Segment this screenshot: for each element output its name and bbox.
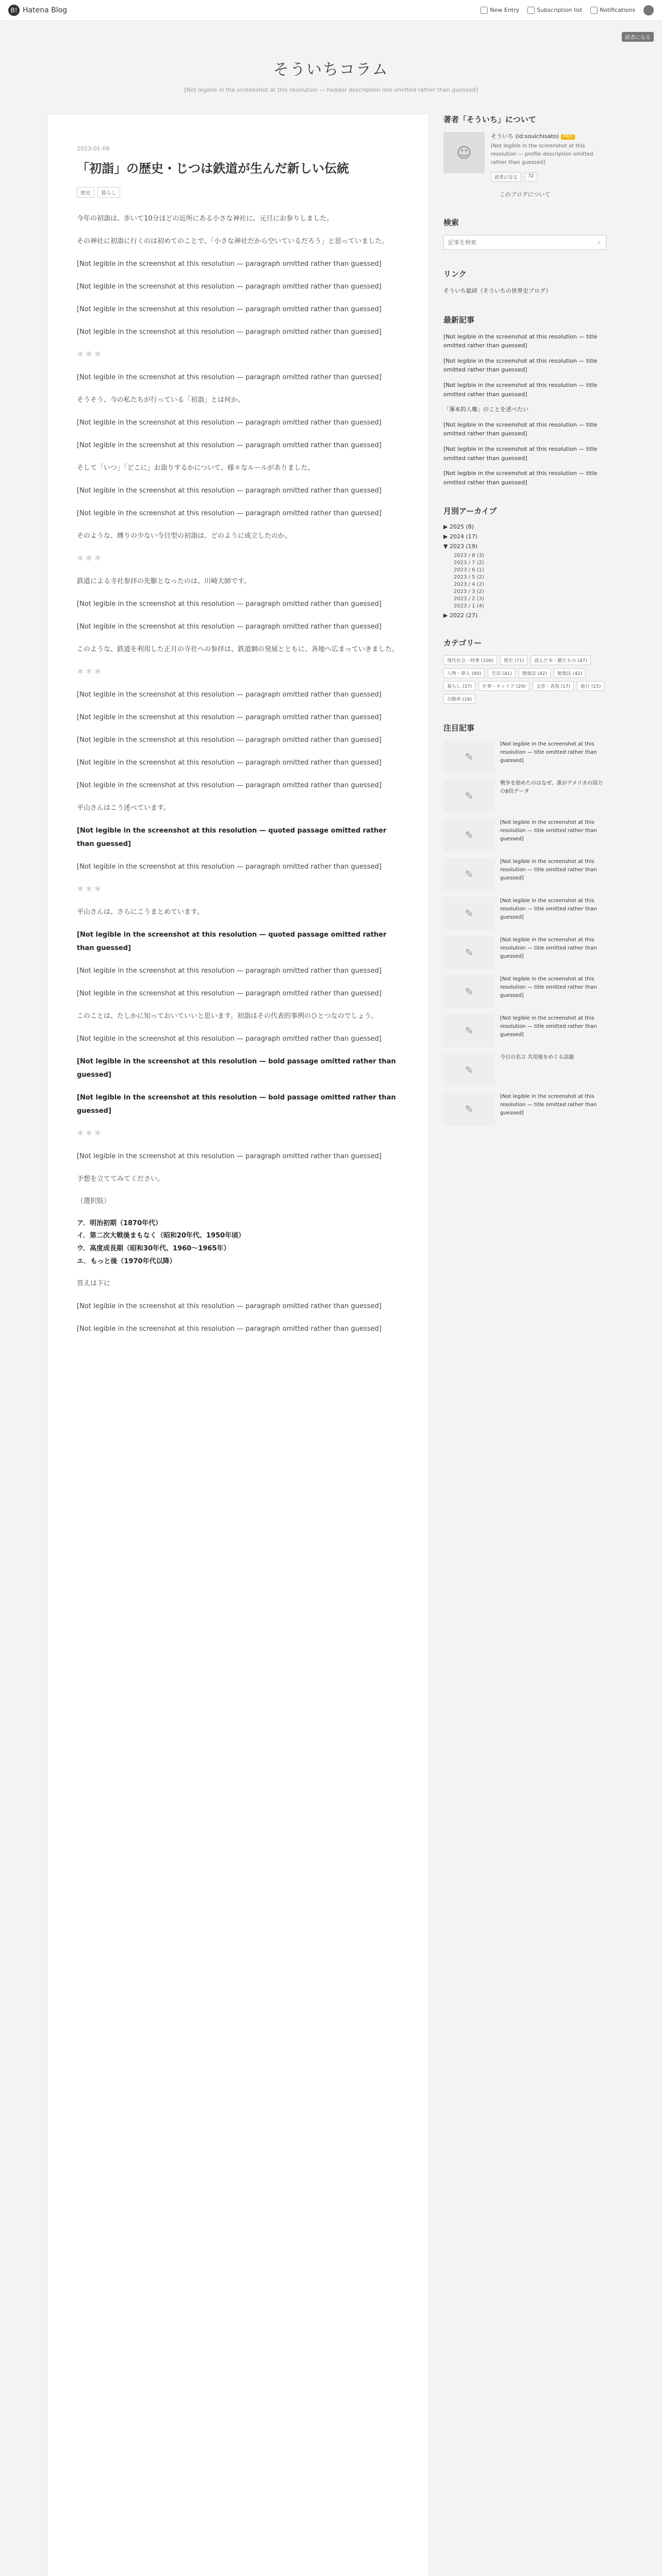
follow-button[interactable]: 読者になる (491, 172, 521, 182)
section-separator: ＊＊＊ (77, 668, 104, 676)
entry-title[interactable]: 「初詣」の歴史・じつは鉄道が生んだ新しい伝統 (77, 161, 349, 176)
about-blog-link[interactable]: このブログについて (499, 191, 551, 198)
answer-label: 答えは下に (77, 1280, 111, 1288)
choice-item: ア．明治初期（1870年代） (77, 1219, 162, 1227)
pencil-icon (481, 7, 488, 14)
entry-date[interactable]: 2023-01-06 (77, 145, 110, 152)
choice-item: イ．第二次大戦後まもなく（昭和20年代、1950年頃） (77, 1232, 245, 1240)
archive-module (443, 505, 606, 619)
section-separator: ＊＊＊ (77, 886, 104, 893)
follower-count: 72 (524, 172, 537, 182)
entry-paragraph: [Not legible in the screenshot at this resolution — paragraph omitted rather than guessed] (77, 782, 382, 789)
profile-module (443, 114, 606, 198)
entry-paragraph: [Not legible in the screenshot at this resolution — paragraph omitted rather than guessed] (77, 863, 382, 871)
entry-paragraph: [Not legible in the screenshot at this resolution — paragraph omitted rather than guessed] (77, 1153, 382, 1160)
category-tags (443, 655, 606, 704)
featured-title: [Not legible in the screenshot at this resolution — title omitted rather than guessed] (500, 1015, 597, 1038)
links-module (443, 268, 606, 296)
featured-title: [Not legible in the screenshot at this resolution — title omitted rather than guessed] (500, 1094, 597, 1116)
featured-item[interactable] (443, 740, 606, 773)
featured-item[interactable] (443, 1054, 606, 1087)
new-entry-link[interactable]: New Entry (481, 5, 519, 15)
entry-paragraph: [Not legible in the screenshot at this resolution — paragraph omitted rather than guessed] (77, 260, 382, 268)
illustration-icon: ✎ (443, 897, 495, 930)
featured-title: 戦争を始めたのはなぜ、誰がアメリカの国力の8倍データ (500, 781, 603, 795)
featured-title: [Not legible in the screenshot at this resolution — title omitted rather than guessed] (500, 859, 597, 882)
entry-paragraph: [Not legible in the screenshot at this resolution — bold passage omitted rather than guessed] (77, 1094, 396, 1115)
archive-month[interactable]: 2023 / 8 (3) (454, 553, 484, 559)
entry-paragraph: [Not legible in the screenshot at this resolution — paragraph omitted rather than guessed] (77, 1325, 382, 1333)
recent-entry-link[interactable]: [Not legible in the screenshot at this resolution — title omitted rather than guessed] (443, 470, 598, 486)
entry-paragraph: 鉄道による寺社参拝の先駆となったのは、川崎大師です。 (77, 578, 251, 585)
illustration-icon: ✎ (443, 1093, 495, 1126)
notifications-link[interactable]: Notifications (590, 5, 635, 15)
choices-list: （選択肢） (77, 1197, 111, 1205)
hatena-brand[interactable] (8, 5, 67, 16)
profile-text: [Not legible in the screenshot at this resolution — profile description omitted rather than guessed] (491, 143, 593, 165)
entry-paragraph: [Not legible in the screenshot at this resolution — paragraph omitted rather than guessed] (77, 442, 382, 449)
illustration-icon: ✎ (443, 740, 495, 773)
featured-title: [Not legible in the screenshot at this resolution — title omitted rather than guessed] (500, 937, 597, 960)
featured-item[interactable] (443, 897, 606, 930)
featured-module (443, 722, 606, 1126)
entry-paragraph: 平山さんはこう述べています。 (77, 804, 170, 812)
illustration-icon: ✎ (443, 975, 495, 1008)
entry-paragraph: [Not legible in the screenshot at this resolution — paragraph omitted rather than guessed] (77, 419, 382, 427)
search-icon[interactable]: ⌕ (592, 235, 606, 249)
content-wrapper (47, 114, 615, 2576)
category-link[interactable]: 勉強法 (42) (554, 668, 586, 678)
section-separator: ＊＊＊ (77, 351, 104, 359)
link-item[interactable]: そういち総研（そういちの世界史ブログ） (443, 287, 552, 294)
featured-item[interactable] (443, 779, 606, 812)
subscribe-button[interactable]: 読者になる (622, 32, 654, 42)
illustration-icon: ✎ (443, 858, 495, 891)
category-tag[interactable]: 暮らし (97, 187, 120, 198)
global-nav (481, 5, 654, 15)
featured-title: 今日の名言 共用地をめぐる話題 (500, 1055, 574, 1061)
blog-title[interactable]: そういちコラム (273, 61, 389, 79)
entry-paragraph: [Not legible in the screenshot at this resolution — paragraph omitted rather than guessed] (77, 306, 382, 313)
category-link[interactable]: 現代社会・時事 (100) (443, 655, 497, 665)
entry-paragraph: [Not legible in the screenshot at this resolution — paragraph omitted rather than guessed] (77, 691, 382, 699)
entry-main (47, 114, 429, 2576)
entry-paragraph: [Not legible in the screenshot at this resolution — paragraph omitted rather than guessed] (77, 1302, 382, 1311)
links-title: リンク (443, 269, 467, 279)
recent-entry-link[interactable]: [Not legible in the screenshot at this resolution — title omitted rather than guessed] (443, 421, 598, 437)
entry-paragraph: [Not legible in the screenshot at this resolution — paragraph omitted rather than guessed] (77, 1035, 382, 1043)
featured-item[interactable] (443, 936, 606, 969)
entry-paragraph: その神社に初詣に行くのは初めてのことで、「小さな神社だから空いているだろう」と思っていました。 (77, 238, 389, 245)
blog-header (0, 21, 662, 114)
featured-title: [Not legible in the screenshot at this resolution — title omitted rather than guessed] (500, 976, 597, 999)
archive-month[interactable]: 2023 / 2 (3) (454, 596, 484, 602)
entry-paragraph: 予想を立ててみてください。 (77, 1175, 164, 1183)
featured-item[interactable] (443, 1093, 606, 1126)
list-icon (527, 7, 535, 14)
entry-paragraph: そのような、縛りの少ない今日型の初詣は、どのように成立したのか。 (77, 532, 292, 540)
category-link[interactable]: 人物・偉人 (40) (443, 668, 485, 678)
entry-paragraph: [Not legible in the screenshot at this resolution — quoted passage omitted rather than guessed] (77, 931, 387, 952)
entry-paragraph: そして「いつ」「どこに」お詣りするかについて、様々なルールがありました。 (77, 464, 315, 472)
category-tag[interactable]: 歴史 (77, 187, 94, 198)
entry-paragraph: [Not legible in the screenshot at this resolution — paragraph omitted rather than guessed] (77, 487, 382, 495)
categories-module (443, 637, 606, 704)
entry-paragraph: 平山さんは、さらにこうまとめています。 (77, 908, 204, 916)
recent-entry-link[interactable]: [Not legible in the screenshot at this resolution — title omitted rather than guessed] (443, 381, 598, 398)
profile-info (491, 132, 604, 182)
recent-list (443, 332, 606, 487)
featured-list (443, 740, 606, 1126)
category-link[interactable]: 歴史 (71) (500, 655, 527, 665)
subscription-list-link[interactable]: Subscription list (527, 5, 582, 15)
category-link[interactable]: 勉強法 (42) (519, 668, 551, 678)
archive-month[interactable]: 2023 / 6 (1) (454, 567, 484, 573)
archive-year[interactable]: ▶ 2025 (8) (443, 523, 474, 531)
recent-entry-link[interactable]: [Not legible in the screenshot at this resolution — title omitted rather than guessed] (443, 357, 598, 374)
profile-title: 著者「そういち」について (443, 115, 536, 124)
choice-group (77, 1217, 400, 1268)
entry-paragraph: このような、鉄道を利用した正月の寺社への参拝は、鉄道網の発展とともに、各地へ広まっていきました。 (77, 646, 399, 653)
recent-entry-link[interactable]: [Not legible in the screenshot at this resolution — title omitted rather than guessed] (443, 333, 598, 349)
archive-year[interactable]: ▶ 2022 (27) (443, 612, 478, 619)
illustration-icon: ✎ (443, 936, 495, 969)
search-module (443, 217, 606, 250)
entry-paragraph: [Not legible in the screenshot at this resolution — bold passage omitted rather than guessed] (77, 1058, 396, 1079)
section-separator: ＊＊＊ (77, 1130, 104, 1138)
featured-item[interactable] (443, 858, 606, 891)
featured-title: [Not legible in the screenshot at this resolution — title omitted rather than guessed] (500, 820, 597, 842)
category-link[interactable]: 仕事・キャリア (29) (478, 681, 529, 691)
category-link[interactable]: 自動車 (16) (443, 694, 475, 704)
bell-icon (590, 7, 598, 14)
profile-card (443, 132, 606, 182)
category-link[interactable]: 読んだ本・観たもの (47) (531, 655, 590, 665)
illustration-icon: ✎ (443, 1014, 495, 1047)
hatena-logo-icon: B! (8, 5, 20, 16)
entry-paragraph: そうそう、今の私たちが行っている「初詣」とは何か。 (77, 396, 245, 404)
brand-name: Hatena Blog (23, 6, 68, 14)
choice-item: ウ．高度成長期（昭和30年代、1960～1965年） (77, 1245, 230, 1253)
archive-month[interactable]: 2023 / 5 (2) (454, 574, 484, 581)
entry-paragraph: [Not legible in the screenshot at this resolution — paragraph omitted rather than guessed] (77, 967, 382, 975)
recent-module (443, 314, 606, 487)
archive-month[interactable]: 2023 / 7 (2) (454, 560, 484, 566)
illustration-icon: ✎ (443, 1054, 495, 1087)
sidebar (443, 114, 606, 2576)
entry-paragraph: [Not legible in the screenshot at this resolution — quoted passage omitted rather than guessed] (77, 827, 387, 848)
entry-paragraph: [Not legible in the screenshot at this resolution — paragraph omitted rather than guessed] (77, 990, 382, 997)
user-avatar[interactable] (643, 5, 654, 15)
section-separator: ＊＊＊ (77, 555, 104, 563)
search-row (443, 235, 606, 250)
entry-paragraph: 今年の初詣は、歩いて10分ほどの近所にある小さな神社に、元旦にお参りしました。 (77, 215, 334, 223)
archive-month[interactable]: 2023 / 1 (4) (454, 603, 484, 609)
featured-title: [Not legible in the screenshot at this resolution — title omitted rather than guessed] (500, 898, 597, 921)
recent-title: 最新記事 (443, 315, 475, 325)
archive-title: 月別アーカイブ (443, 506, 497, 516)
archive-year[interactable]: ▼ 2023 (19) (443, 543, 478, 550)
entry-paragraph: [Not legible in the screenshot at this resolution — paragraph omitted rather than guessed] (77, 714, 382, 721)
archive-year[interactable]: ▶ 2024 (17) (443, 533, 478, 540)
pro-badge: PRO (561, 134, 575, 140)
category-link[interactable]: 生活 (41) (488, 668, 515, 678)
choice-item: エ．もっと後（1970年代以降） (77, 1257, 176, 1265)
blog-description: [Not legible in the screenshot at this resolution — header description line omitted rather than guessed] (184, 87, 478, 93)
search-title: 検索 (443, 218, 459, 227)
recent-entry-link[interactable]: 「簿本的人権」のことを述べたい (443, 406, 528, 413)
entry-paragraph: [Not legible in the screenshot at this resolution — paragraph omitted rather than guessed] (77, 374, 382, 381)
global-header (0, 0, 662, 21)
categories-title: カテゴリー (443, 638, 482, 648)
featured-title: 注目記事 (443, 723, 475, 733)
recent-entry-link[interactable]: [Not legible in the screenshot at this resolution — title omitted rather than guessed] (443, 445, 598, 462)
entry-paragraph: [Not legible in the screenshot at this resolution — paragraph omitted rather than guessed] (77, 283, 382, 291)
featured-item[interactable] (443, 1014, 606, 1047)
featured-item[interactable] (443, 819, 606, 852)
entry-paragraph: [Not legible in the screenshot at this resolution — paragraph omitted rather than guessed] (77, 623, 382, 631)
entry-paragraph: [Not legible in the screenshot at this resolution — paragraph omitted rather than guessed] (77, 759, 382, 767)
search-input[interactable] (444, 235, 592, 249)
featured-title: [Not legible in the screenshot at this resolution — title omitted rather than guessed] (500, 741, 597, 764)
follow-row (491, 172, 604, 182)
archive-month[interactable]: 2023 / 3 (2) (454, 589, 484, 595)
category-link[interactable]: 文章・表現 (17) (533, 681, 574, 691)
entry-paragraph: [Not legible in the screenshot at this resolution — paragraph omitted rather than guessed] (77, 736, 382, 744)
entry-body (77, 212, 400, 1336)
featured-item[interactable] (443, 975, 606, 1008)
archive-months (443, 553, 606, 609)
author-avatar-icon[interactable]: ☺ (443, 132, 485, 173)
category-link[interactable]: 旅行 (15) (577, 681, 604, 691)
entry-paragraph: このことは、たしかに知っておいていいと思います。初詣はその代表的事例のひとつなのでしょう。 (77, 1012, 378, 1020)
entry-paragraph: [Not legible in the screenshot at this resolution — paragraph omitted rather than guessed] (77, 600, 382, 608)
entry-categories (77, 187, 400, 198)
author-name[interactable]: そういち (id:souichisato) PRO (491, 132, 604, 140)
illustration-icon: ✎ (443, 819, 495, 852)
entry-paragraph: [Not legible in the screenshot at this resolution — paragraph omitted rather than guessed] (77, 328, 382, 336)
archive-month[interactable]: 2023 / 4 (2) (454, 582, 484, 588)
category-link[interactable]: 暮らし (37) (443, 681, 475, 691)
entry-paragraph: [Not legible in the screenshot at this resolution — paragraph omitted rather than guessed] (77, 510, 382, 517)
illustration-icon: ✎ (443, 779, 495, 812)
